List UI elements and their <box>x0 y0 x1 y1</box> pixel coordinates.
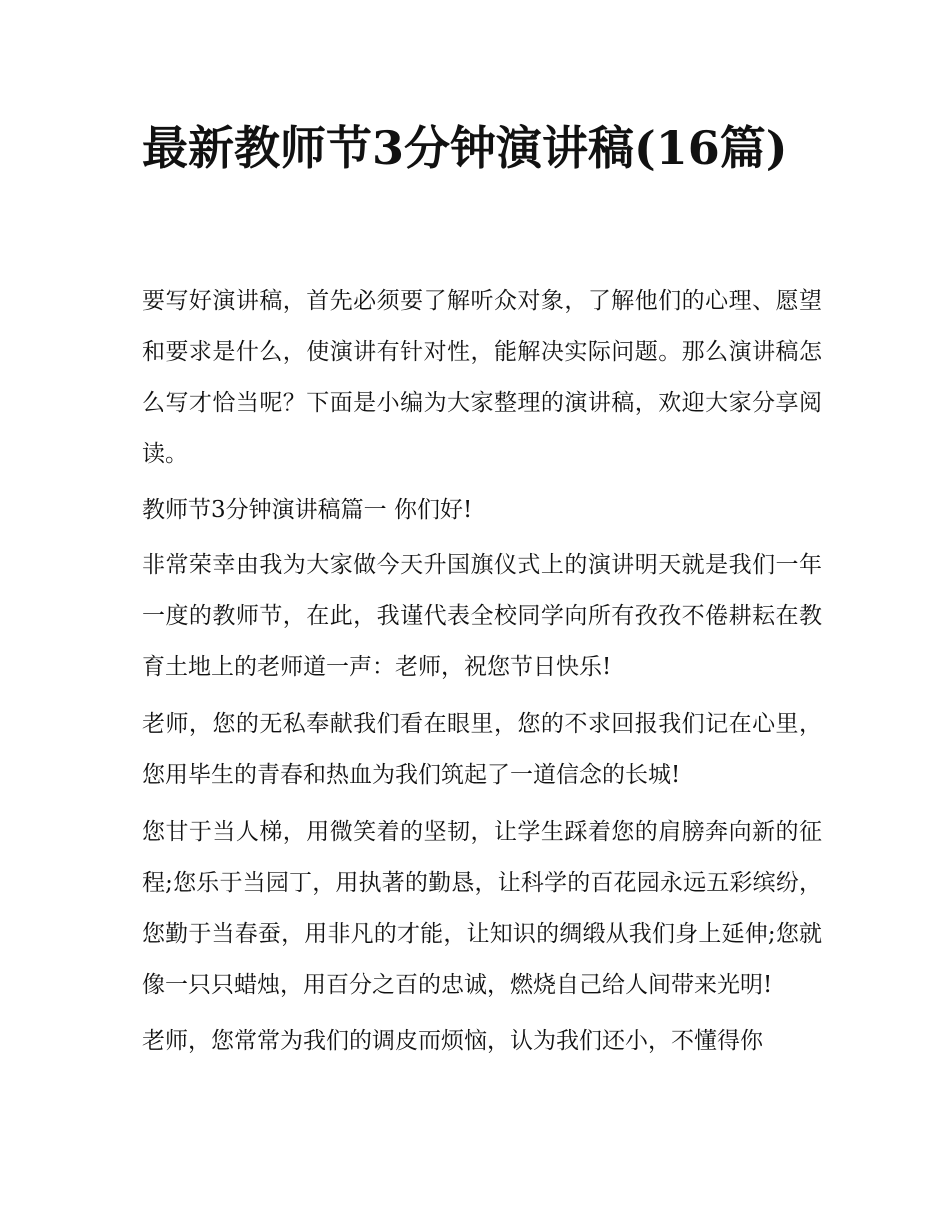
body-paragraph: 非常荣幸由我为大家做今天升国旗仪式上的演讲明天就是我们一年一度的教师节，在此，我谨代表全校同学向所有孜孜不倦耕耘在教育土地上的老师道一声：老师，祝您节日快乐! <box>142 552 822 680</box>
body-paragraph: 老师，您常常为我们的调皮而烦恼，认为我们还小，不懂得你 <box>142 1028 763 1054</box>
document-body <box>142 276 822 1071</box>
section-heading-paragraph: 教师节3分钟演讲稿篇一 你们好! <box>142 497 473 523</box>
body-paragraph: 老师，您的无私奉献我们看在眼里，您的不求回报我们记在心里，您用毕生的青春和热血为我们筑起了一道信念的长城! <box>142 711 822 788</box>
document-title: 最新教师节3分钟演讲稿(16篇) <box>142 121 788 175</box>
intro-paragraph: 要写好演讲稿，首先必须要了解听众对象，了解他们的心理、愿望和要求是什么，使演讲有针对性，能解决实际问题。那么演讲稿怎么写才恰当呢？下面是小编为大家整理的演讲稿，欢迎大家分享阅读。 <box>142 288 822 467</box>
body-paragraph: 您甘于当人梯，用微笑着的坚韧，让学生踩着您的肩膀奔向新的征程;您乐于当园丁，用执著的勤恳，让科学的百花园永远五彩缤纷，您勤于当春蚕，用非凡的才能，让知识的绸缎从我们身上延伸;您就像一只只蜡烛，用百分之百的忠诚，燃烧自己给人间带来光明! <box>142 819 822 998</box>
